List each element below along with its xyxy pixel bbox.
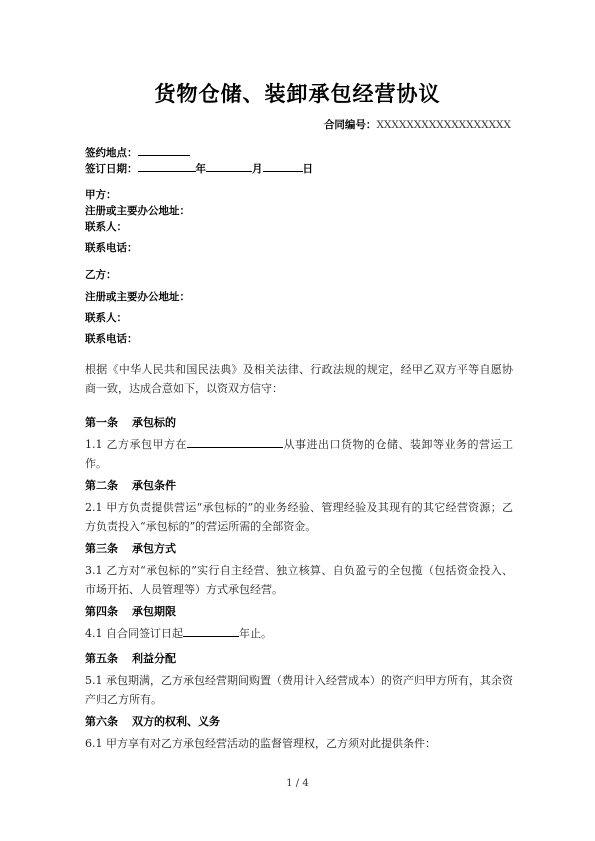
clause-4-1-post: 年止。 xyxy=(239,627,272,640)
document-title: 货物仓储、装卸承包经营协议 xyxy=(154,82,441,106)
article-2-no: 第二条 xyxy=(85,479,118,492)
sign-year-label: 年 xyxy=(195,163,206,175)
article-4-no: 第四条 xyxy=(85,605,118,618)
article-3-title: 承包方式 xyxy=(132,542,176,555)
party-b-name: 乙方： xyxy=(85,269,117,281)
party-b-contact: 联系人： xyxy=(85,312,127,324)
party-a-address: 注册或主要办公地址： xyxy=(85,205,190,217)
article-5-heading xyxy=(85,650,176,666)
party-b-address: 注册或主要办公地址： xyxy=(85,291,190,303)
clause-4-1-pre: 4.1 自合同签订日起 xyxy=(85,627,183,640)
clause-1-1-pre: 1.1 乙方承包甲方在 xyxy=(85,438,187,451)
sign-place-line xyxy=(85,144,190,160)
sign-date-label: 签订日期： xyxy=(85,163,138,175)
article-3-heading xyxy=(85,540,176,556)
sign-month-blank[interactable] xyxy=(206,160,252,172)
article-1-title: 承包标的 xyxy=(132,416,176,429)
article-1-no: 第一条 xyxy=(85,416,118,429)
contract-number-value: XXXXXXXXXXXXXXXXXX xyxy=(376,119,511,131)
contract-number-label: 合同编号： xyxy=(323,119,377,131)
page-number: 1 / 4 xyxy=(286,778,309,789)
article-5-title: 利益分配 xyxy=(132,652,176,665)
article-4-heading xyxy=(85,603,176,619)
clause-1-1-post: 从事进出口货物的仓储、装卸等业务的营运工作。 xyxy=(85,438,513,470)
clause-4-1-blank[interactable] xyxy=(183,625,239,637)
preamble: 根据《中华人民共和国民法典》及相关法律、行政法规的规定，经甲乙双方平等自愿协商一致，达成合意如下，以资双方信守： xyxy=(85,363,513,395)
article-3-no: 第三条 xyxy=(85,542,118,555)
clause-4-1 xyxy=(85,624,513,643)
article-1-heading xyxy=(85,414,176,430)
clause-2-1: 2.1 甲方负责提供营运“承包标的”的业务经验、管理经验及其现有的其它经营资源；乙方负责投入“承包标的”的营运所需的全部资金。 xyxy=(85,501,513,533)
article-6-heading xyxy=(85,713,220,729)
sign-month-label: 月 xyxy=(252,163,263,175)
sign-year-blank[interactable] xyxy=(138,160,196,172)
party-a-phone: 联系电话： xyxy=(85,242,138,254)
sign-day-label: 日 xyxy=(302,163,313,175)
article-6-no: 第六条 xyxy=(85,715,118,728)
article-2-heading xyxy=(85,477,176,493)
article-5-no: 第五条 xyxy=(85,652,118,665)
article-4-title: 承包期限 xyxy=(132,605,176,618)
sign-date-line xyxy=(85,160,313,176)
sign-place-blank[interactable] xyxy=(138,144,190,156)
clause-1-1-blank[interactable] xyxy=(187,436,283,448)
party-b-phone: 联系电话： xyxy=(85,333,138,345)
sign-place-label: 签约地点： xyxy=(85,147,138,159)
article-6-title: 双方的权利、义务 xyxy=(132,715,220,728)
clause-6-1: 6.1 甲方享有对乙方承包经营活动的监督管理权，乙方须对此提供条件： xyxy=(85,737,436,750)
clause-3-1: 3.1 乙方对“承包标的”实行自主经营、独立核算、自负盈亏的全包揽（包括资金投入、市场开拓、人员管理等）方式承包经营。 xyxy=(85,564,513,596)
article-2-title: 承包条件 xyxy=(132,479,176,492)
sign-day-blank[interactable] xyxy=(263,160,303,172)
contract-number xyxy=(324,117,511,132)
party-a-name: 甲方： xyxy=(85,189,117,201)
party-a-contact: 联系人： xyxy=(85,221,127,233)
clause-5-1: 5.1 承包期满，乙方承包经营期间购置（费用计入经营成本）的资产归甲方所有，其余资产归乙方所有。 xyxy=(85,674,513,706)
clause-1-1 xyxy=(85,435,513,473)
